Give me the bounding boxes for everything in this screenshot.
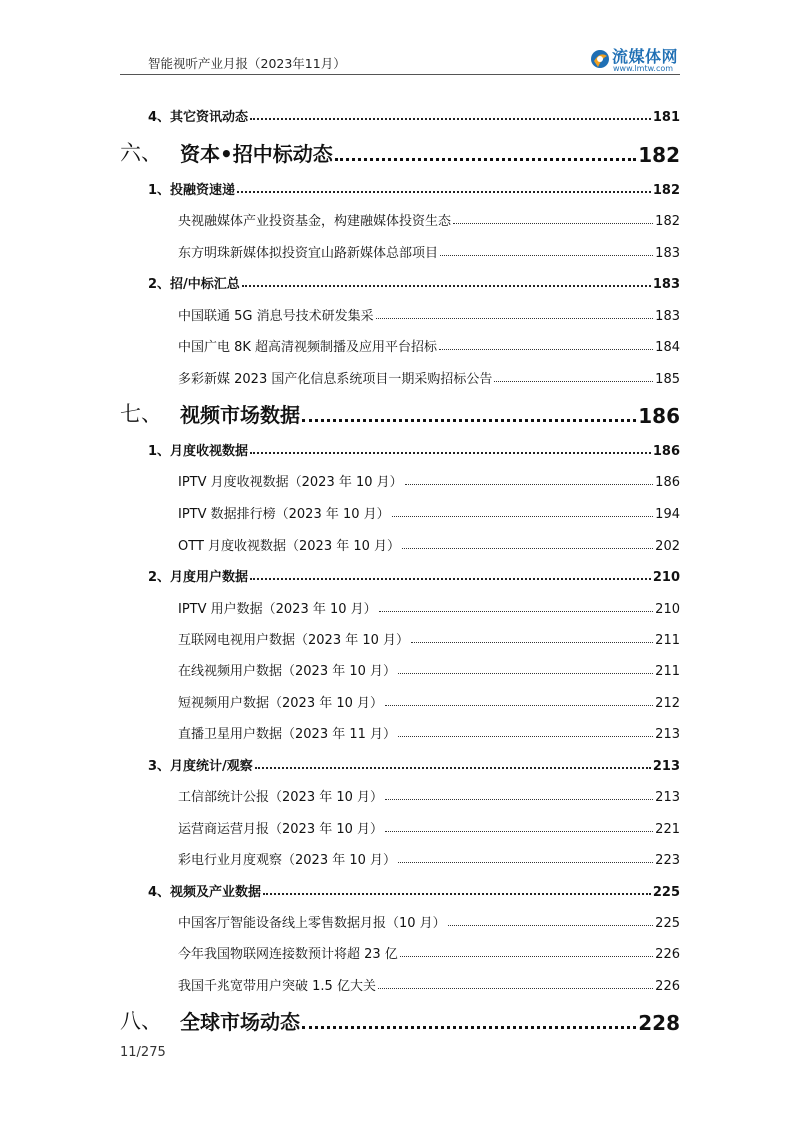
toc-leader-dots <box>400 956 653 957</box>
toc-page-number: 228 <box>638 1011 680 1035</box>
toc-entry-title: IPTV 月度收视数据（2023 年 10 月） <box>178 475 403 490</box>
toc-leader-dots <box>405 484 654 485</box>
toc-entry-title: 中国广电 8K 超高清视频制播及应用平台招标 <box>178 340 438 355</box>
toc-entry-title: 全球市场动态 <box>180 1010 300 1034</box>
toc-page-number: 213 <box>655 790 680 805</box>
logo-url: www.lmtw.com <box>613 64 674 73</box>
toc-entry-level2[interactable] <box>148 563 680 585</box>
toc-leader-dots <box>376 318 654 319</box>
toc-page-number: 185 <box>655 372 680 387</box>
toc-leader-dots <box>392 516 654 517</box>
toc-page-number: 186 <box>652 444 680 459</box>
toc-leader-dots <box>255 767 651 769</box>
toc-entry-level3[interactable] <box>178 783 680 805</box>
toc-entry-level3[interactable] <box>178 815 680 837</box>
toc-entry-title: 我国千兆宽带用户突破 1.5 亿大关 <box>178 979 376 994</box>
toc-entry-level3[interactable] <box>178 468 680 490</box>
lmtw-logo <box>590 44 690 74</box>
toc-page-number: 186 <box>638 404 680 428</box>
toc-entry-level2[interactable] <box>148 752 680 774</box>
toc-page-number: 225 <box>655 916 680 931</box>
toc-entry-title: IPTV 用户数据（2023 年 10 月） <box>178 602 377 617</box>
logo-mark-icon <box>590 47 610 69</box>
toc-entry-title: 东方明珠新媒体拟投资宜山路新媒体总部项目 <box>178 246 439 261</box>
toc-entry-level3[interactable] <box>178 595 680 617</box>
toc-leader-dots <box>402 548 653 549</box>
toc-entry-title: 2、月度用户数据 <box>148 570 249 585</box>
toc-page-number: 212 <box>655 696 680 711</box>
toc-entry-title: 互联网电视用户数据（2023 年 10 月） <box>178 633 410 648</box>
toc-leader-dots <box>250 118 651 120</box>
toc-entry-level1[interactable] <box>120 1005 680 1035</box>
toc-chapter-number: 八、 <box>120 1009 162 1033</box>
toc-leader-dots <box>302 419 636 422</box>
toc-entry-title: 彩电行业月度观察（2023 年 10 月） <box>178 853 397 868</box>
toc-entry-level3[interactable] <box>178 940 680 962</box>
toc-leader-dots <box>411 642 653 643</box>
toc-page-number: 223 <box>655 853 680 868</box>
toc-entry-title: 3、月度统计/观察 <box>148 759 253 774</box>
toc-page-number: 211 <box>655 633 680 648</box>
toc-entry-title: 中国客厅智能设备线上零售数据月报（10 月） <box>178 916 446 931</box>
toc-entry-title: 在线视频用户数据（2023 年 10 月） <box>178 664 397 679</box>
logo-text: 流媒体网 <box>612 47 679 66</box>
toc-entry-level3[interactable] <box>178 972 680 994</box>
toc-leader-dots <box>494 381 653 382</box>
toc-entry-title: 2、招/中标汇总 <box>148 277 240 292</box>
toc-entry-level3[interactable] <box>178 333 680 355</box>
toc-leader-dots <box>385 705 653 706</box>
toc-entry-level3[interactable] <box>178 532 680 554</box>
toc-chapter-number: 七、 <box>120 402 162 426</box>
toc-page-number: 183 <box>655 309 680 324</box>
toc-leader-dots <box>440 255 653 256</box>
toc-entry-level1[interactable] <box>120 137 680 167</box>
toc-page-number: 194 <box>655 507 680 522</box>
toc-entry-title: 直播卫星用户数据（2023 年 11 月） <box>178 727 397 742</box>
toc-page-number: 183 <box>652 277 680 292</box>
toc-entry-title: 1、投融资速递 <box>148 183 236 198</box>
report-header-title: 智能视听产业月报（2023年11月） <box>148 56 346 71</box>
toc-entry-title: 4、视频及产业数据 <box>148 885 262 900</box>
toc-leader-dots <box>379 611 654 612</box>
toc-leader-dots <box>263 893 651 895</box>
toc-page-number: 181 <box>652 110 680 125</box>
toc-entry-level3[interactable] <box>178 365 680 387</box>
toc-leader-dots <box>250 452 651 454</box>
toc-page-number: 226 <box>655 947 680 962</box>
toc-entry-title: 今年我国物联网连接数预计将超 23 亿 <box>178 947 398 962</box>
toc-page-number: 183 <box>655 246 680 261</box>
toc-entry-title: IPTV 数据排行榜（2023 年 10 月） <box>178 507 390 522</box>
toc-leader-dots <box>398 736 653 737</box>
toc-entry-title: 多彩新媒 2023 国产化信息系统项目一期采购招标公告 <box>178 372 493 387</box>
toc-page-number: 221 <box>655 822 680 837</box>
toc-leader-dots <box>335 158 636 161</box>
toc-leader-dots <box>385 831 653 832</box>
toc-leader-dots <box>398 673 653 674</box>
toc-entry-level3[interactable] <box>178 689 680 711</box>
toc-entry-level1[interactable] <box>120 398 680 428</box>
toc-leader-dots <box>439 349 653 350</box>
toc-entry-title: 4、其它资讯动态 <box>148 110 249 125</box>
toc-entry-level2[interactable] <box>148 103 680 125</box>
toc-page-number: 213 <box>652 759 680 774</box>
toc-entry-level3[interactable] <box>178 626 680 648</box>
toc-page-number: 182 <box>655 214 680 229</box>
toc-page-number: 226 <box>655 979 680 994</box>
toc-page-number: 202 <box>655 539 680 554</box>
toc-leader-dots <box>250 578 651 580</box>
toc-entry-level3[interactable] <box>178 500 680 522</box>
toc-entry-title: 中国联通 5G 消息号技术研发集采 <box>178 309 374 324</box>
toc-leader-dots <box>385 799 653 800</box>
toc-leader-dots <box>378 988 653 989</box>
toc-leader-dots <box>302 1026 636 1029</box>
toc-entry-title: OTT 月度收视数据（2023 年 10 月） <box>178 539 401 554</box>
toc-entry-title: 1、月度收视数据 <box>148 444 249 459</box>
toc-leader-dots <box>398 862 653 863</box>
toc-page-number: 184 <box>655 340 680 355</box>
toc-page-number: 225 <box>652 885 680 900</box>
toc-page-number: 213 <box>655 727 680 742</box>
toc-entry-level3[interactable] <box>178 657 680 679</box>
header-divider <box>120 74 680 75</box>
toc-page-number: 186 <box>655 475 680 490</box>
toc-page-number: 182 <box>652 183 680 198</box>
toc-leader-dots <box>237 191 651 193</box>
toc-entry-level3[interactable] <box>178 239 680 261</box>
page-indicator: 11/275 <box>120 1045 166 1060</box>
toc-page-number: 210 <box>652 570 680 585</box>
toc-entry-level3[interactable] <box>178 846 680 868</box>
toc-chapter-number: 六、 <box>120 141 162 165</box>
toc-leader-dots <box>453 223 653 224</box>
toc-page-number: 211 <box>655 664 680 679</box>
toc-entry-title: 短视频用户数据（2023 年 10 月） <box>178 696 384 711</box>
toc-entry-level2[interactable] <box>148 437 680 459</box>
toc-entry-level2[interactable] <box>148 270 680 292</box>
toc-entry-level3[interactable] <box>178 302 680 324</box>
toc-entry-title: 运营商运营月报（2023 年 10 月） <box>178 822 384 837</box>
toc-leader-dots <box>242 285 651 287</box>
toc-page-number: 210 <box>655 602 680 617</box>
toc-entry-level3[interactable] <box>178 720 680 742</box>
toc-entry-level2[interactable] <box>148 878 680 900</box>
toc-leader-dots <box>448 925 653 926</box>
toc-entry-title: 视频市场数据 <box>180 403 300 427</box>
toc-entry-title: 资本•招中标动态 <box>180 142 333 166</box>
toc-page-number: 182 <box>638 143 680 167</box>
toc-entry-level3[interactable] <box>178 207 680 229</box>
toc-entry-level3[interactable] <box>178 909 680 931</box>
toc-entry-title: 央视融媒体产业投资基金，构建融媒体投资生态 <box>178 214 452 229</box>
toc-entry-level2[interactable] <box>148 176 680 198</box>
toc-entry-title: 工信部统计公报（2023 年 10 月） <box>178 790 384 805</box>
